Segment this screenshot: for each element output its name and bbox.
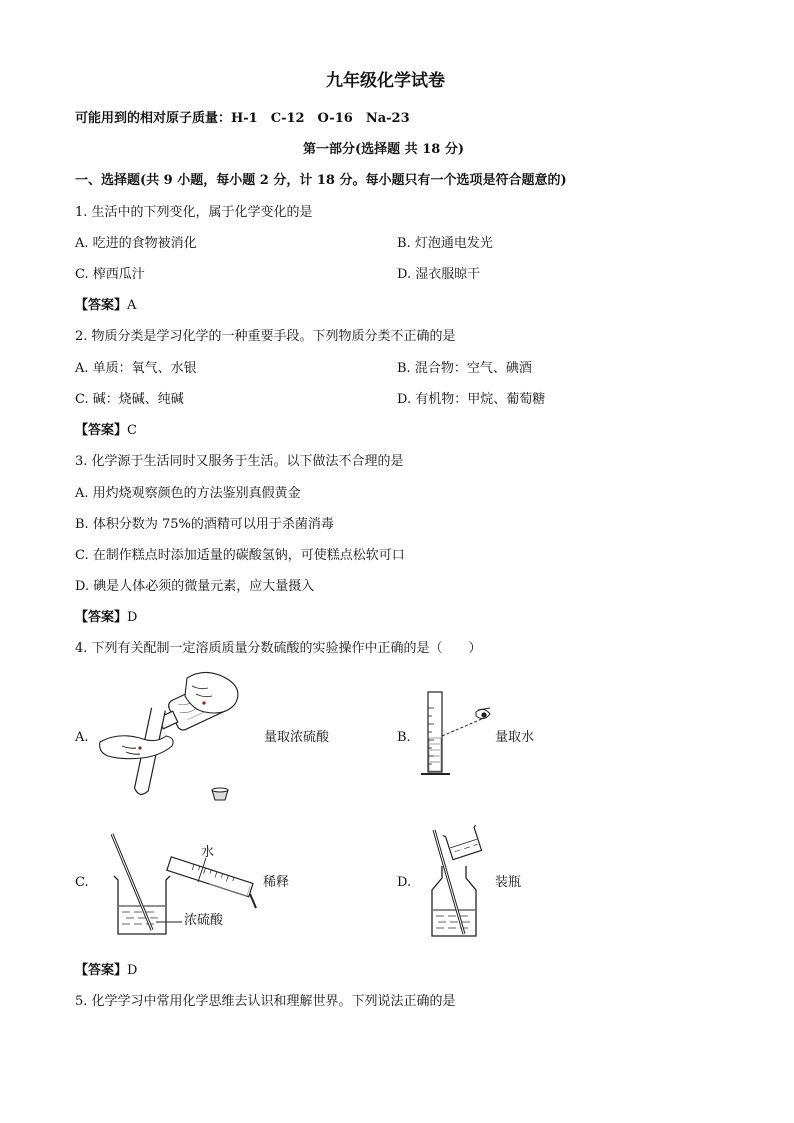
page-title: 九年级化学试卷 xyxy=(326,71,445,91)
bottling-figure xyxy=(424,824,486,940)
q4-option-c-acid-label: 浓硫酸 xyxy=(184,913,224,928)
answer-label: 【答案】 xyxy=(75,423,128,438)
q3-stem: 3. 化学源于生活同时又服务于生活。以下做法不合理的是 xyxy=(75,454,404,469)
q1-answer-value: A xyxy=(127,298,137,313)
q4-stem: 4. 下列有关配制一定溶质质量分数硫酸的实验操作中正确的是（ ） xyxy=(75,641,482,656)
q3-option-a: A. 用灼烧观察颜色的方法鉴别真假黄金 xyxy=(75,486,301,501)
q2-option-c: C. 碱：烧碱、纯碱 xyxy=(75,392,184,407)
dilution-figure xyxy=(100,830,260,938)
q2-option-d: D. 有机物：甲烷、葡萄糖 xyxy=(397,392,546,407)
q3-answer-value: D xyxy=(127,610,138,625)
q5-stem: 5. 化学学习中常用化学思维去认识和理解世界。下列说法正确的是 xyxy=(75,994,456,1009)
q2-option-b: B. 混合物：空气、碘酒 xyxy=(397,361,532,376)
q3-option-d: D. 碘是人体必须的微量元素，应大量摄入 xyxy=(75,579,315,594)
q4-option-b-caption: 量取水 xyxy=(495,730,535,745)
q4-option-b-letter: B. xyxy=(397,730,411,745)
q4-option-a-letter: A. xyxy=(75,730,89,745)
q4-option-d-letter: D. xyxy=(397,875,412,890)
answer-label: 【答案】 xyxy=(75,610,128,625)
q4-answer xyxy=(75,962,137,980)
q4-option-a-caption: 量取浓硫酸 xyxy=(264,730,330,745)
answer-label: 【答案】 xyxy=(75,298,128,313)
q2-stem: 2. 物质分类是学习化学的一种重要手段。下列物质分类不正确的是 xyxy=(75,329,456,344)
graduated-cylinder-figure xyxy=(418,688,500,778)
q4-option-c-caption: 稀释 xyxy=(263,875,290,890)
pouring-acid-figure xyxy=(92,668,252,806)
q2-answer-value: C xyxy=(127,423,137,438)
q2-answer xyxy=(75,422,137,440)
q3-option-c: C. 在制作糕点时添加适量的碳酸氢钠，可使糕点松软可口 xyxy=(75,548,405,563)
part-one-heading: 第一部分(选择题 共 18 分) xyxy=(303,142,464,157)
section-one-heading: 一、选择题(共 9 小题，每小题 2 分，计 18 分。每小题只有一个选项是符合题意的) xyxy=(75,173,567,188)
q4-option-c-water-label: 水 xyxy=(201,845,215,860)
q1-option-d: D. 湿衣服晾干 xyxy=(397,267,481,282)
q4-option-d-caption: 装瓶 xyxy=(495,875,522,890)
q1-option-a: A. 吃进的食物被消化 xyxy=(75,236,197,251)
q3-answer xyxy=(75,609,137,627)
atomic-mass-line: 可能用到的相对原子质量：H-1 C-12 O-16 Na-23 xyxy=(75,111,410,126)
q4-option-c-letter: C. xyxy=(75,875,89,890)
q1-option-b: B. 灯泡通电发光 xyxy=(397,236,493,251)
q1-option-c: C. 榨西瓜汁 xyxy=(75,267,145,282)
q1-answer xyxy=(75,297,136,315)
answer-label: 【答案】 xyxy=(75,963,128,978)
q1-stem: 1. 生活中的下列变化，属于化学变化的是 xyxy=(75,205,313,220)
q2-option-a: A. 单质：氧气、水银 xyxy=(75,361,197,376)
q3-option-b: B. 体积分数为 75%的酒精可以用于杀菌消毒 xyxy=(75,517,334,532)
q4-answer-value: D xyxy=(127,963,138,978)
